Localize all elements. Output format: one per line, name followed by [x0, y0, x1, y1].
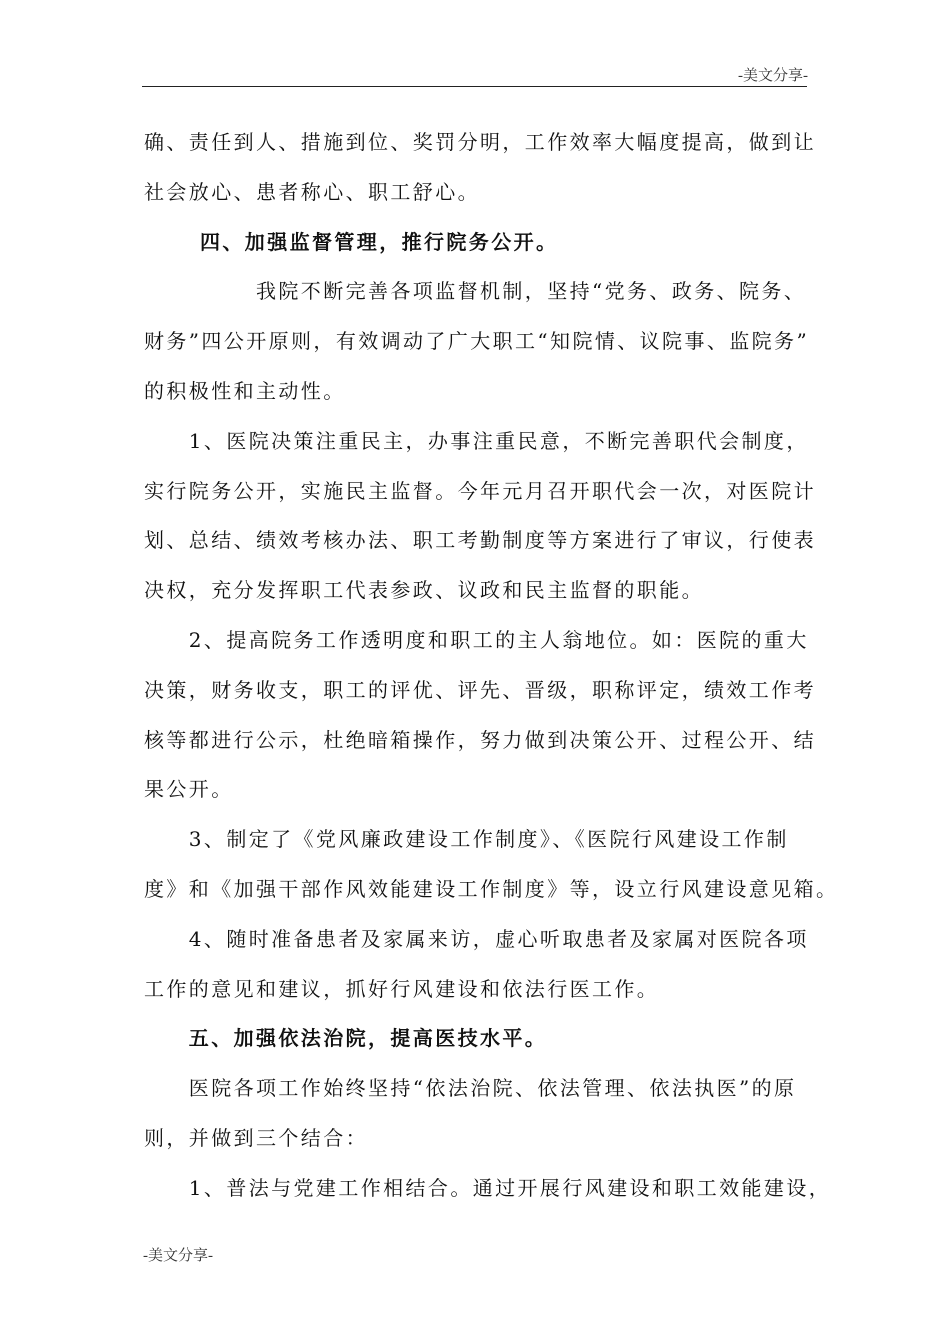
paragraph-line: 工作的意见和建议，抓好行风建设和依法行医工作。: [144, 976, 660, 1001]
paragraph-line: 则，并做到三个结合：: [144, 1125, 368, 1150]
document-body: [144, 118, 839, 1214]
page-header-text: -美文分享-: [738, 68, 808, 84]
paragraph-line: 确、责任到人、措施到位、奖罚分明，工作效率大幅度提高，做到让: [144, 130, 816, 154]
paragraph-line: 我院不断完善各项监督机制，坚持“党务、政务、院务、: [256, 279, 807, 304]
paragraph-line: 决权，充分发挥职工代表参政、议政和民主监督的职能。: [144, 578, 704, 603]
section-heading: 五、加强依法治院，提高医技水平。: [188, 1026, 548, 1051]
paragraph-line: 4、随时准备患者及家属来访，虚心听取患者及家属对医院各项: [188, 926, 809, 951]
paragraph-line: 果公开。: [144, 777, 234, 802]
paragraph-line: 1、医院决策注重民主，办事注重民意，不断完善职代会制度，: [188, 428, 809, 453]
paragraph-line: 1、普法与党建工作相结合。通过开展行风建设和职工效能建设，: [188, 1175, 832, 1200]
paragraph-line: 3、制定了《党风廉政建设工作制度》、《医院行风建设工作制: [188, 827, 789, 852]
paragraph-line: 划、总结、绩效考核办法、职工考勤制度等方案进行了审议，行使表: [144, 528, 816, 553]
header-divider: [142, 86, 807, 87]
paragraph-line: 医院各项工作始终坚持“依法治院、依法管理、依法执医”的原: [188, 1076, 797, 1101]
paragraph-line: 2、提高院务工作透明度和职工的主人翁地位。如：医院的重大: [188, 627, 809, 652]
paragraph-line: 实行院务公开，实施民主监督。今年元月召开职代会一次，对医院计: [144, 478, 816, 503]
page-footer-text: -美文分享-: [143, 1248, 213, 1264]
paragraph-line: 决策，财务收支，职工的评优、评先、晋级，职称评定，绩效工作考: [144, 677, 816, 702]
paragraph-line: 度》和《加强干部作风效能建设工作制度》等，设立行风建设意见箱。: [144, 876, 839, 901]
paragraph-line: 核等都进行公示，杜绝暗箱操作，努力做到决策公开、过程公开、结: [144, 727, 816, 752]
paragraph-line: 社会放心、患者称心、职工舒心。: [144, 179, 480, 204]
section-heading: 四、加强监督管理，推行院务公开。: [200, 229, 559, 254]
paragraph-line: 的积极性和主动性。: [144, 378, 346, 403]
paragraph-line: 财务”四公开原则，有效调动了广大职工“知院情、议院事、监院务”: [144, 329, 810, 354]
